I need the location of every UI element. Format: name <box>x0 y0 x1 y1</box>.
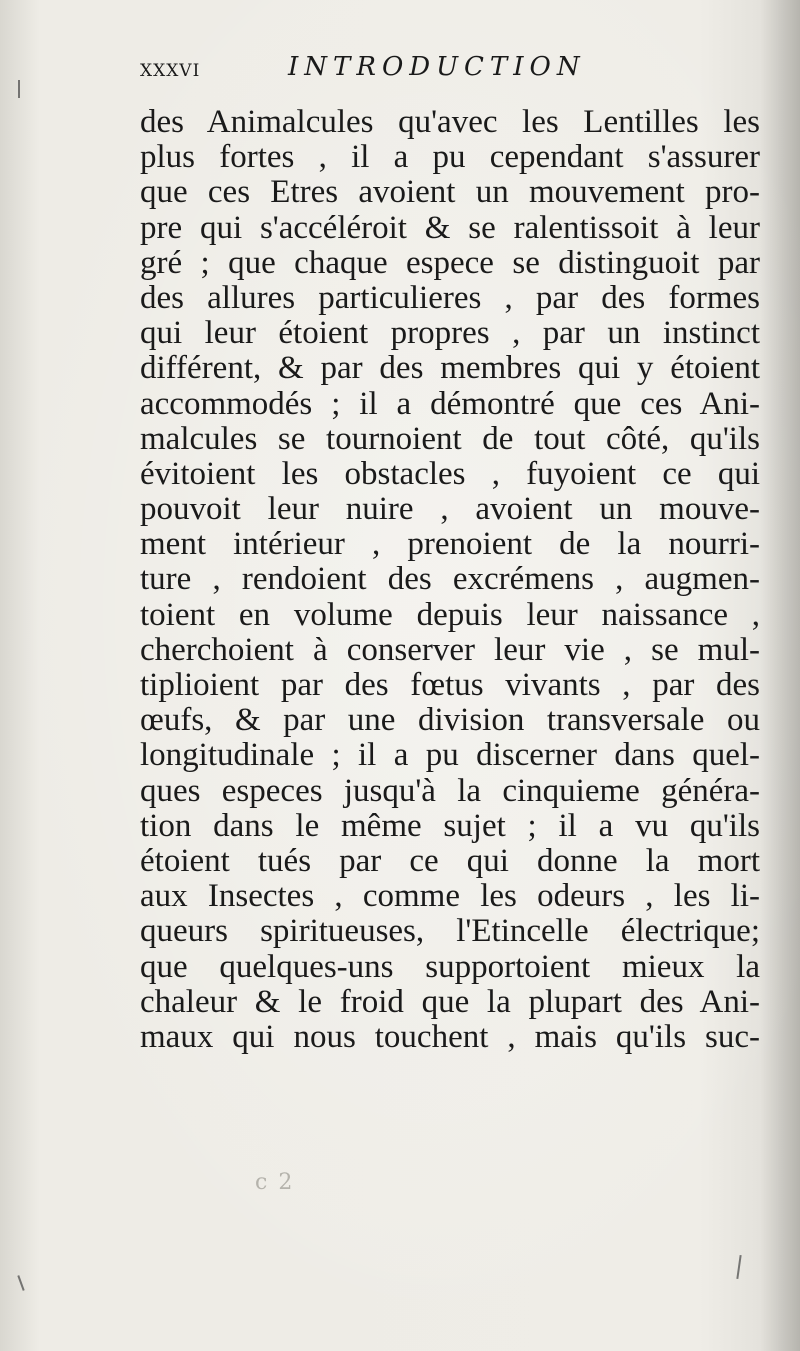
text-line: ture , rendoient des excrémens , augmen- <box>140 562 760 598</box>
page-number: xxxvi <box>140 54 201 82</box>
text-line: longitudinale ; il a pu discerner dans quel- <box>140 738 760 774</box>
text-line: différent, & par des membres qui y étoient <box>140 351 760 387</box>
text-line: malcules se tournoient de tout côté, qu'ils <box>140 421 760 457</box>
text-line: œufs, & par une division transversale ou <box>140 703 760 739</box>
signature-mark: c 2 <box>255 1170 295 1195</box>
margin-mark <box>17 1275 24 1291</box>
text-line: cherchoient à conserver leur vie , se mul- <box>140 632 760 668</box>
text-line: étoient tués par ce qui donne la mort <box>140 843 760 879</box>
text-line: plus fortes , il a pu cependant s'assurer <box>140 140 760 176</box>
text-line: évitoient les obstacles , fuyoient ce qui <box>140 456 760 492</box>
text-line: gré ; que chaque espece se distinguoit par <box>140 245 760 281</box>
text-line: pouvoit leur nuire , avoient un mouve- <box>140 492 760 528</box>
page-header <box>140 50 760 90</box>
text-line: chaleur & le froid que la plupart des Ani- <box>140 984 760 1020</box>
text-line: qui leur étoient propres , par un instinct <box>140 316 760 352</box>
gutter-shadow <box>760 0 800 1351</box>
text-line: accommodés ; il a démontré que ces Ani- <box>140 386 760 422</box>
text-line: que quelques-uns supportoient mieux la <box>140 949 760 985</box>
text-line: toient en volume depuis leur naissance , <box>140 597 760 633</box>
text-line: des Animalcules qu'avec les Lentilles les <box>140 105 760 140</box>
text-line: pre qui s'accéléroit & se ralentissoit à leur <box>140 210 760 246</box>
text-line: maux qui nous touchent , mais qu'ils suc- <box>140 1019 760 1055</box>
text-line: ment intérieur , prenoient de la nourri- <box>140 527 760 563</box>
text-line: aux Insectes , comme les odeurs , les li- <box>140 879 760 915</box>
text-line: que ces Etres avoient un mouvement pro- <box>140 175 760 211</box>
text-line: queurs spiritueuses, l'Etincelle électrique; <box>140 914 760 950</box>
margin-mark <box>18 80 20 98</box>
margin-mark <box>736 1255 741 1279</box>
text-line: tiplioient par des fœtus vivants , par des <box>140 668 760 703</box>
running-title: INTRODUCTION <box>288 52 586 82</box>
body-text <box>140 105 760 1055</box>
text-line: tion dans le même sujet ; il a vu qu'ils <box>140 808 760 844</box>
text-line: des allures particulieres , par des formes <box>140 280 760 316</box>
text-line: ques especes jusqu'à la cinquieme généra- <box>140 773 760 809</box>
